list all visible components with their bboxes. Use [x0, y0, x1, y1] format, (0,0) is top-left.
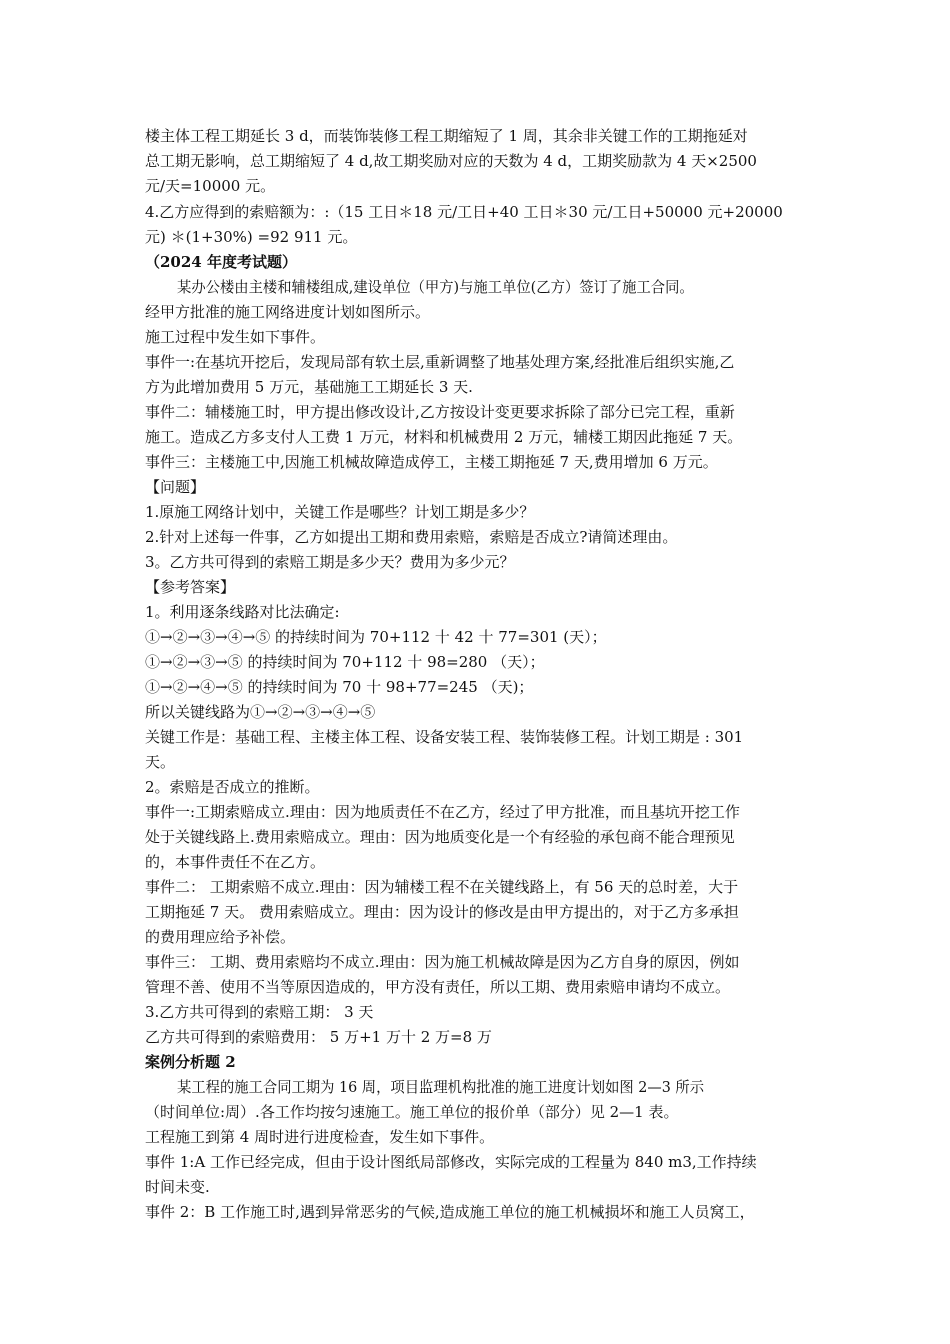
text-line: 关键工作是：基础工程、主楼主体工程、设备安装工程、装饰装修工程。计划工期是 : 301	[145, 728, 744, 746]
text-line: 处于关键线路上.费用索赔成立。理由：因为地质变化是一个有经验的承包商不能合理预见	[145, 828, 735, 846]
text-line: 乙方共可得到的索赔费用： 5 万+1 万十 2 万=8 万	[145, 1028, 492, 1046]
text-line: 事件二： 工期索赔不成立.理由：因为辅楼工程不在关键线路上，有 56 天的总时差，大于	[145, 878, 739, 896]
text-line: 所以关键线路为①→②→③→④→⑤	[145, 703, 376, 721]
text-line: 工期拖延 7 天。 费用索赔成立。理由：因为设计的修改是由甲方提出的，对于乙方多承担	[145, 903, 739, 921]
text-line: 2.针对上述每一件事，乙方如提出工期和费用索赔，索赔是否成立?请简述理由。	[145, 528, 678, 546]
text-line: 方为此增加费用 5 万元，基础施工工期延长 3 天.	[145, 378, 473, 396]
text-line: 某工程的施工合同工期为 16 周，项目监理机构批准的施工进度计划如图 2—3 所示	[177, 1078, 705, 1096]
text-line: 时间未变.	[145, 1178, 210, 1196]
text-line: 事件 2：B 工作施工时,遇到异常恶劣的气候,造成施工单位的施工机械损坏和施工人员窝工，	[145, 1203, 755, 1221]
text-line: （时间单位:周）.各工作均按匀速施工。施工单位的报价单（部分）见 2—1 表。	[145, 1103, 679, 1121]
text-line: ①→②→④→⑤ 的持续时间为 70 十 98+77=245 （天)；	[145, 678, 534, 696]
section-heading: 【参考答案】	[145, 578, 236, 596]
text-line: 事件 1:A 工作已经完成，但由于设计图纸局部修改，实际完成的工程量为 840 m3,工作持续	[145, 1153, 757, 1171]
text-line: 事件一:工期索赔成立.理由：因为地质责任不在乙方，经过了甲方批准，而且基坑开挖工作	[145, 803, 740, 821]
text-line: 总工期无影响，总工期缩短了 4 d,故工期奖励对应的天数为 4 d，工期奖励款为 4 天×2500	[145, 152, 757, 170]
text-line: 元) ＊(1+30%) =92 911 元。	[145, 228, 358, 246]
text-line: 管理不善、使用不当等原因造成的，甲方没有责任，所以工期、费用索赔申请均不成立。	[145, 978, 731, 996]
text-line: 的，本事件责任不在乙方。	[145, 853, 326, 871]
text-line: 事件三： 工期、费用索赔均不成立.理由：因为施工机械故障是因为乙方自身的原因，例如	[145, 953, 740, 971]
section-heading: 【问题】	[145, 478, 206, 496]
text-line: 的费用理应给予补偿。	[145, 928, 296, 946]
text-line: 事件一:在基坑开挖后，发现局部有软土层,重新调整了地基处理方案,经批准后组织实施,乙	[145, 353, 735, 371]
text-line: 3。乙方共可得到的索赔工期是多少天？费用为多少元？	[145, 553, 515, 571]
text-line: 元/天=10000 元。	[145, 177, 276, 195]
text-line: 事件三：主楼施工中,因施工机械故障造成停工，主楼工期拖延 7 天,费用增加 6 万元。	[145, 453, 718, 471]
text-line: 1。利用逐条线路对比法确定:	[145, 603, 340, 621]
text-line: 某办公楼由主楼和辅楼组成,建设单位（甲方)与施工单位(乙方）签订了施工合同。	[177, 278, 694, 296]
text-line: 4.乙方应得到的索赔额为：:（15 工日＊18 元/工日+40 工日＊30 元/工日+50000 元+20000	[145, 203, 783, 221]
text-line: 楼主体工程工期延长 3 d，而装饰装修工程工期缩短了 1 周，其余非关键工作的工期拖延对	[145, 127, 748, 145]
text-line: 3.乙方共可得到的索赔工期： 3 天	[145, 1003, 374, 1021]
text-line: 施工。造成乙方多支付人工费 1 万元，材料和机械费用 2 万元，辅楼工期因此拖延 7 天。	[145, 428, 743, 446]
text-line: 工程施工到第 4 周时进行进度检查，发生如下事件。	[145, 1128, 495, 1146]
text-line: 1.原施工网络计划中，关键工作是哪些？计划工期是多少？	[145, 503, 535, 521]
section-heading: 案例分析题 2	[145, 1053, 236, 1071]
text-line: 天。	[145, 753, 176, 771]
text-line: 2。索赔是否成立的推断。	[145, 778, 320, 796]
text-line: 施工过程中发生如下事件。	[145, 328, 326, 346]
section-heading: （2024 年度考试题）	[145, 253, 297, 271]
text-line: ①→②→③→④→⑤ 的持续时间为 70+112 十 42 十 77=301 (天）；	[145, 628, 607, 646]
text-line: 经甲方批准的施工网络进度计划如图所示。	[145, 303, 431, 321]
text-line: 事件二：辅楼施工时，甲方提出修改设计,乙方按设计变更要求拆除了部分已完工程，重新	[145, 403, 735, 421]
text-line: ①→②→③→⑤ 的持续时间为 70+112 十 98=280 （天）；	[145, 653, 545, 671]
